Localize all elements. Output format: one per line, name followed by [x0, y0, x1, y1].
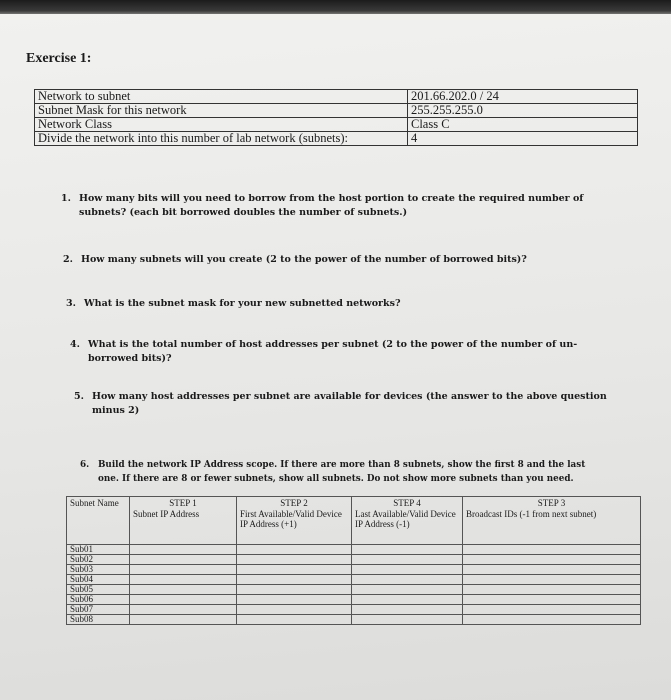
subnet-name: Sub04 [67, 575, 130, 585]
last-ip-cell[interactable] [352, 605, 463, 615]
table-row [67, 585, 641, 595]
subnet-ip-cell[interactable] [130, 575, 237, 585]
broadcast-cell[interactable] [463, 545, 641, 555]
subnet-name: Sub08 [67, 615, 130, 625]
divide-label: Divide the network into this number of lab network (subnets): [35, 132, 408, 146]
first-ip-cell[interactable] [237, 555, 352, 565]
question-4: 4. What is the total number of host addresses per subnet (2 to the power of the number of un- borrowed bits)? [70, 339, 578, 364]
subnet-ip-cell[interactable] [130, 605, 237, 615]
subnet-name: Sub03 [67, 565, 130, 575]
subnet-header-row [67, 497, 641, 545]
broadcast-cell[interactable] [463, 585, 641, 595]
subnet-name: Sub01 [67, 545, 130, 555]
last-ip-cell[interactable] [352, 585, 463, 595]
broadcast-cell[interactable] [463, 575, 641, 585]
question-2: 2. How many subnets will you create (2 to the power of the number of borrowed bits)? [63, 254, 527, 265]
divide-row [35, 132, 638, 146]
mask-label: Subnet Mask for this network [35, 104, 408, 118]
broadcast-cell[interactable] [463, 555, 641, 565]
question-6: 6. Build the network IP Address scope. If there are more than 8 subnets, show the first 8 and the last one. If there are 8 or fewer subnets, show all subnets. Do not show more subnets than you need. [80, 460, 586, 484]
subnet-ip-cell[interactable] [130, 555, 237, 565]
last-ip-cell[interactable] [352, 615, 463, 625]
table-row [67, 565, 641, 575]
subnet-scope-table [66, 496, 641, 625]
subnet-name-header: Subnet Name [67, 497, 130, 545]
table-row [67, 545, 641, 555]
subnet-ip-cell[interactable] [130, 585, 237, 595]
subnet-name: Sub02 [67, 555, 130, 565]
divide-value: 4 [408, 132, 638, 146]
question-5: 5. How many host addresses per subnet are available for devices (the answer to the above question minus 2) [74, 391, 607, 416]
step1-header: STEP 1 Subnet IP Address [130, 497, 237, 545]
table-row [67, 605, 641, 615]
table-row [67, 615, 641, 625]
first-ip-cell[interactable] [237, 605, 352, 615]
mask-row [35, 104, 638, 118]
first-ip-cell[interactable] [237, 565, 352, 575]
table-row [67, 555, 641, 565]
last-ip-cell[interactable] [352, 575, 463, 585]
class-value: Class C [408, 118, 638, 132]
step4-header: STEP 4 Last Available/Valid Device IP Address (-1) [352, 497, 463, 545]
question-3: 3. What is the subnet mask for your new subnetted networks? [66, 298, 401, 309]
broadcast-cell[interactable] [463, 615, 641, 625]
broadcast-cell[interactable] [463, 595, 641, 605]
subnet-name: Sub05 [67, 585, 130, 595]
first-ip-cell[interactable] [237, 595, 352, 605]
first-ip-cell[interactable] [237, 585, 352, 595]
first-ip-cell[interactable] [237, 575, 352, 585]
exercise-title: Exercise 1: [26, 51, 92, 66]
subnet-ip-cell[interactable] [130, 615, 237, 625]
step2-header: STEP 2 First Available/Valid Device IP Address (+1) [237, 497, 352, 545]
class-label: Network Class [35, 118, 408, 132]
subnet-name: Sub06 [67, 595, 130, 605]
subnet-name: Sub07 [67, 605, 130, 615]
mask-value: 255.255.255.0 [408, 104, 638, 118]
last-ip-cell[interactable] [352, 545, 463, 555]
last-ip-cell[interactable] [352, 595, 463, 605]
network-label: Network to subnet [35, 90, 408, 104]
first-ip-cell[interactable] [237, 615, 352, 625]
subnet-ip-cell[interactable] [130, 595, 237, 605]
broadcast-cell[interactable] [463, 605, 641, 615]
broadcast-cell[interactable] [463, 565, 641, 575]
table-row [67, 575, 641, 585]
network-row [35, 90, 638, 104]
first-ip-cell[interactable] [237, 545, 352, 555]
question-1: 1. How many bits will you need to borrow from the host portion to create the required number of subnets? (each bit borrowed doubles the number of subnets.) [61, 193, 584, 218]
network-value: 201.66.202.0 / 24 [408, 90, 638, 104]
subnet-ip-cell[interactable] [130, 565, 237, 575]
table-row [67, 595, 641, 605]
class-row [35, 118, 638, 132]
step3-header: STEP 3 Broadcast IDs (-1 from next subnet) [463, 497, 641, 545]
last-ip-cell[interactable] [352, 555, 463, 565]
network-info-table [34, 89, 638, 146]
subnet-ip-cell[interactable] [130, 545, 237, 555]
last-ip-cell[interactable] [352, 565, 463, 575]
